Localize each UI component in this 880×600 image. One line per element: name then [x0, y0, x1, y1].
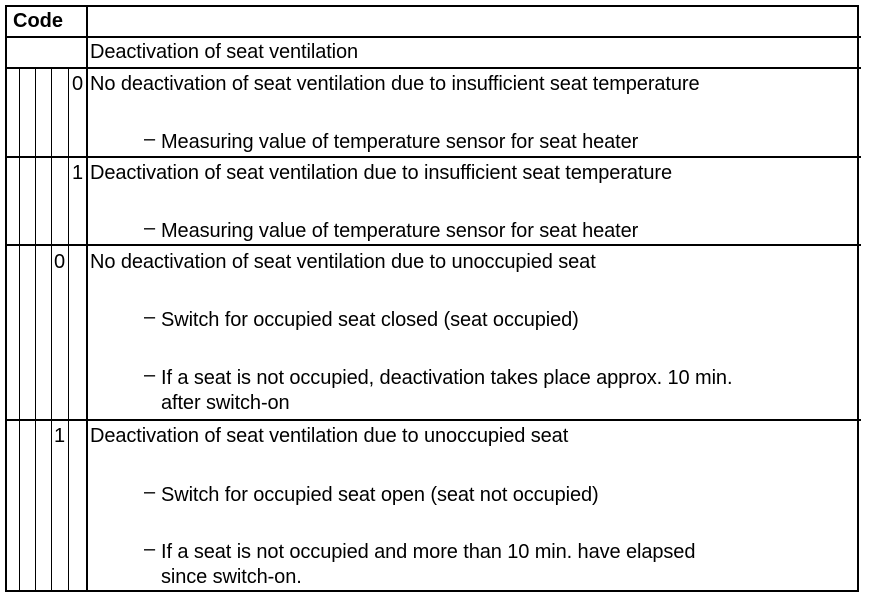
dash-icon: –	[144, 217, 156, 239]
row-bullet: Measuring value of temperature sensor for seat heater	[161, 131, 639, 153]
row-divider-2	[5, 244, 861, 246]
row-description: Deactivation of seat ventilation due to unoccupied seat	[90, 425, 569, 447]
dash-icon: –	[144, 306, 156, 328]
row-bullet: Switch for occupied seat closed (seat occupied)	[161, 309, 579, 331]
row-bullet: If a seat is not occupied and more than 10 min. have elapsed	[161, 541, 696, 563]
bit-column-line	[51, 68, 52, 244]
bit-column-line	[19, 68, 20, 244]
row-bullet-continuation: after switch-on	[161, 392, 290, 414]
dash-icon: –	[144, 538, 156, 560]
row-divider-1	[5, 156, 861, 158]
bit-column-line	[19, 245, 20, 592]
column-divider	[86, 5, 88, 592]
bit-column-line	[35, 68, 36, 244]
dash-icon: –	[144, 128, 156, 150]
bit-column-line	[68, 245, 69, 592]
row-code: 0	[54, 251, 66, 273]
bit-column-line	[68, 68, 69, 244]
dash-icon: –	[144, 364, 156, 386]
row-code: 0	[72, 73, 84, 95]
section-divider	[5, 67, 861, 69]
row-code: 1	[72, 162, 84, 184]
bit-column-line	[51, 245, 52, 592]
bit-column-line	[35, 245, 36, 592]
row-description: No deactivation of seat ventilation due to unoccupied seat	[90, 251, 596, 273]
row-description: Deactivation of seat ventilation due to insufficient seat temperature	[90, 162, 672, 184]
dash-icon: –	[144, 481, 156, 503]
row-code: 1	[54, 425, 66, 447]
row-divider-3	[5, 419, 861, 421]
row-bullet: Switch for occupied seat open (seat not occupied)	[161, 484, 599, 506]
row-bullet-continuation: since switch-on.	[161, 566, 302, 588]
row-bullet: If a seat is not occupied, deactivation takes place approx. 10 min.	[161, 367, 733, 389]
row-description: No deactivation of seat ventilation due to insufficient seat temperature	[90, 73, 700, 95]
section-title: Deactivation of seat ventilation	[90, 41, 359, 63]
code-header: Code	[13, 10, 63, 32]
header-divider	[5, 36, 861, 38]
row-bullet: Measuring value of temperature sensor for seat heater	[161, 220, 639, 242]
